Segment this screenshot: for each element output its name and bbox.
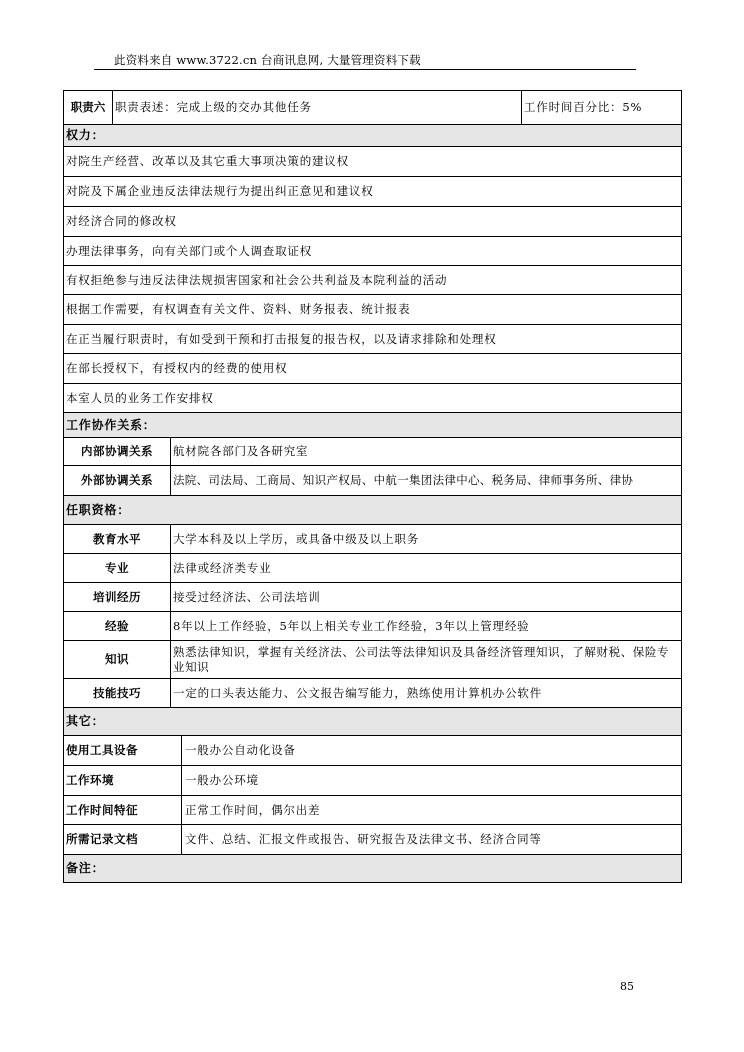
authority-item	[64, 325, 681, 354]
other-label: 所需记录文档	[66, 832, 138, 846]
qualification-label: 知识	[105, 652, 129, 666]
authority-item	[64, 237, 681, 266]
other-label: 使用工具设备	[66, 743, 138, 757]
qualification-label: 专业	[105, 560, 129, 575]
duty-time-percent: 工作时间百分比：5%	[521, 91, 681, 124]
authority-item-text: 办理法律事务，向有关部门或个人调查取证权	[66, 243, 312, 258]
other-label: 工作环境	[66, 773, 114, 787]
notes-title: 备注：	[64, 855, 681, 882]
page-number: 85	[620, 980, 634, 993]
duty-description: 职责表述：完成上级的交办其他任务	[112, 91, 521, 124]
cooperation-value: 航材院各部门及各研究室	[170, 438, 681, 465]
authority-item-text: 根据工作需要，有权调查有关文件、资料、财务报表、统计报表	[66, 302, 411, 316]
other-row	[64, 796, 681, 825]
authority-section-header	[64, 125, 681, 147]
other-value: 文件、总结、汇报文件或报告、研究报告及法律文书、经济合同等	[181, 825, 681, 854]
qualification-label: 培训经历	[93, 589, 141, 604]
job-description-table	[63, 90, 682, 883]
cooperation-value: 法院、司法局、工商局、知识产权局、中航一集团法律中心、税务局、律师事务所、律协	[170, 466, 681, 495]
other-row	[64, 825, 681, 855]
notes-section-header	[64, 855, 681, 882]
authority-item	[64, 266, 681, 295]
other-section-header	[64, 708, 681, 736]
authority-item	[64, 147, 681, 177]
other-title: 其它：	[64, 708, 681, 735]
other-value: 正常工作时间，偶尔出差	[181, 796, 681, 824]
authority-title: 权力：	[64, 125, 681, 146]
authority-item-text: 对院生产经营、改革以及其它重大事项决策的建议权	[66, 154, 349, 168]
authority-item	[64, 354, 681, 384]
authority-item-text: 有权拒绝参与违反法律法规损害国家和社会公共利益及本院利益的活动	[66, 272, 448, 287]
qualification-label: 教育水平	[93, 531, 141, 546]
qualification-row	[64, 679, 681, 708]
authority-item-text: 在正当履行职责时，有如受到干预和打击报复的报告权，以及请求排除和处理权	[66, 331, 497, 346]
header-rule	[94, 69, 636, 70]
duty-label: 职责六	[70, 100, 106, 114]
other-row	[64, 736, 681, 766]
cooperation-label: 内部协调关系	[81, 444, 153, 458]
qualification-value: 熟悉法律知识，掌握有关经济法、公司法等法律知识及具备经济管理知识，了解财税、保险专业知识	[170, 641, 681, 678]
cooperation-row	[64, 466, 681, 496]
authority-item	[64, 384, 681, 413]
authority-item-text: 在部长授权下，有授权内的经费的使用权	[66, 361, 288, 375]
authority-item-text: 对经济合同的修改权	[66, 214, 177, 228]
qualification-value: 法律或经济类专业	[170, 554, 681, 582]
qualification-row	[64, 583, 681, 612]
qualification-section-header	[64, 496, 681, 525]
authority-item	[64, 177, 681, 207]
qualification-row	[64, 554, 681, 583]
qualification-value: 大学本科及以上学历，或具备中级及以上职务	[170, 525, 681, 553]
cooperation-title: 工作协作关系：	[64, 413, 681, 437]
qualification-value: 一定的口头表达能力、公文报告编写能力，熟练使用计算机办公软件	[170, 679, 681, 707]
authority-item	[64, 207, 681, 237]
qualification-row	[64, 525, 681, 554]
authority-item-text: 对院及下属企业违反法律法规行为提出纠正意见和建议权	[66, 184, 374, 198]
qualification-label: 技能技巧	[93, 685, 141, 700]
qualification-value: 8年以上工作经验，5年以上相关专业工作经验，3年以上管理经验	[170, 612, 681, 640]
other-value: 一般办公自动化设备	[181, 736, 681, 765]
duty-row	[64, 91, 681, 125]
cooperation-section-header	[64, 413, 681, 438]
authority-item-text: 本室人员的业务工作安排权	[66, 390, 214, 405]
qualification-row	[64, 612, 681, 641]
qualification-row	[64, 641, 681, 679]
source-header: 此资料来自 www.3722.cn 台商讯息网, 大量管理资料下载	[114, 53, 421, 67]
cooperation-label: 外部协调关系	[81, 473, 153, 487]
other-value: 一般办公环境	[181, 766, 681, 795]
qualification-value: 接受过经济法、公司法培训	[170, 583, 681, 611]
qualification-label: 经验	[105, 618, 129, 633]
other-row	[64, 766, 681, 796]
cooperation-row	[64, 438, 681, 466]
authority-item	[64, 295, 681, 325]
other-label: 工作时间特征	[66, 802, 138, 817]
qualification-title: 任职资格：	[64, 496, 681, 524]
